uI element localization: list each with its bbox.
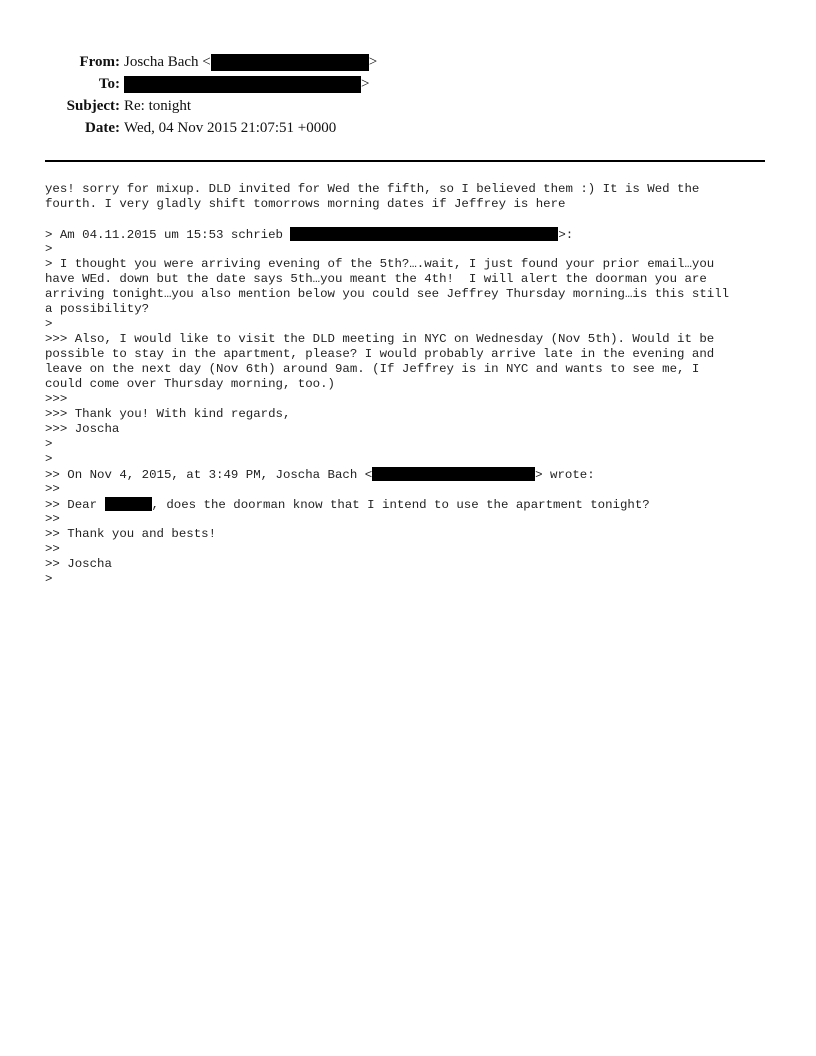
quote-line: >> Joscha bbox=[45, 557, 112, 571]
quote-line: > bbox=[45, 242, 53, 256]
reply-line: yes! sorry for mixup. DLD invited for Wed the fifth, so I believed them :) It is Wed the bbox=[45, 182, 700, 196]
subject-row bbox=[0, 95, 816, 117]
to-close: > bbox=[361, 76, 370, 92]
quote-line: >> Thank you and bests! bbox=[45, 527, 217, 541]
quote-line: > bbox=[45, 572, 53, 586]
dear-suffix: , does the doorman know that I intend to use the apartment tonight? bbox=[151, 498, 650, 512]
to-label: To: bbox=[98, 76, 120, 92]
from-name: Joscha Bach < bbox=[124, 54, 211, 70]
quote-header-line bbox=[45, 227, 775, 242]
quote-line: >>> Joscha bbox=[45, 422, 120, 436]
date-value: Wed, 04 Nov 2015 21:07:51 +0000 bbox=[124, 120, 337, 136]
quote-header-prefix: > Am 04.11.2015 um 15:53 schrieb bbox=[45, 228, 291, 242]
header-divider bbox=[45, 160, 765, 162]
quote-line: a possibility? bbox=[45, 302, 150, 316]
nested-header-suffix: > wrote: bbox=[535, 468, 595, 482]
redaction-box bbox=[124, 76, 361, 93]
to-row bbox=[0, 73, 816, 95]
blank-line bbox=[45, 212, 775, 227]
date-label: Date: bbox=[85, 120, 120, 136]
subject-label: Subject: bbox=[66, 98, 120, 114]
email-header bbox=[0, 51, 816, 139]
quote-line: >> bbox=[45, 482, 60, 496]
nested-header-prefix: >> On Nov 4, 2015, at 3:49 PM, Joscha Bach < bbox=[45, 468, 373, 482]
redaction-box bbox=[211, 54, 369, 71]
quote-line: >>> Thank you! With kind regards, bbox=[45, 407, 291, 421]
quote-line: could come over Thursday morning, too.) bbox=[45, 377, 335, 391]
quote-line: >> bbox=[45, 542, 60, 556]
reply-line: fourth. I very gladly shift tomorrows morning dates if Jeffrey is here bbox=[45, 197, 566, 211]
from-label: From: bbox=[79, 54, 120, 70]
quote-line: arriving tonight…you also mention below you could see Jeffrey Thursday morning…is this still bbox=[45, 287, 730, 301]
quote-line: > bbox=[45, 437, 53, 451]
quote-line: have WEd. down but the date says 5th…you meant the 4th! I will alert the doorman you are bbox=[45, 272, 707, 286]
from-close: > bbox=[368, 54, 378, 70]
redaction-box bbox=[105, 497, 152, 511]
quote-line bbox=[45, 467, 775, 482]
quote-line: > bbox=[45, 317, 53, 331]
quote-line: >> bbox=[45, 512, 60, 526]
quote-line: >>> bbox=[45, 392, 68, 406]
quote-line bbox=[45, 497, 775, 512]
from-value bbox=[124, 51, 377, 73]
quote-line: > I thought you were arriving evening of the 5th?….wait, I just found your prior email…you bbox=[45, 257, 715, 271]
to-value bbox=[124, 73, 369, 95]
redaction-box bbox=[290, 227, 558, 241]
dear-prefix: >> Dear bbox=[45, 498, 105, 512]
quote-line: >>> Also, I would like to visit the DLD meeting in NYC on Wednesday (Nov 5th). Would it be bbox=[45, 332, 715, 346]
from-row bbox=[0, 51, 816, 73]
date-row bbox=[0, 117, 816, 139]
email-body bbox=[45, 182, 775, 587]
redaction-box bbox=[372, 467, 535, 481]
quote-line: leave on the next day (Nov 6th) around 9am. (If Jeffrey is in NYC and wants to see me, I bbox=[45, 362, 700, 376]
quote-header-suffix: >: bbox=[558, 228, 574, 242]
quote-line: possible to stay in the apartment, please? I would probably arrive late in the evening and bbox=[45, 347, 715, 361]
subject-value: Re: tonight bbox=[124, 98, 192, 114]
quote-line: > bbox=[45, 452, 53, 466]
